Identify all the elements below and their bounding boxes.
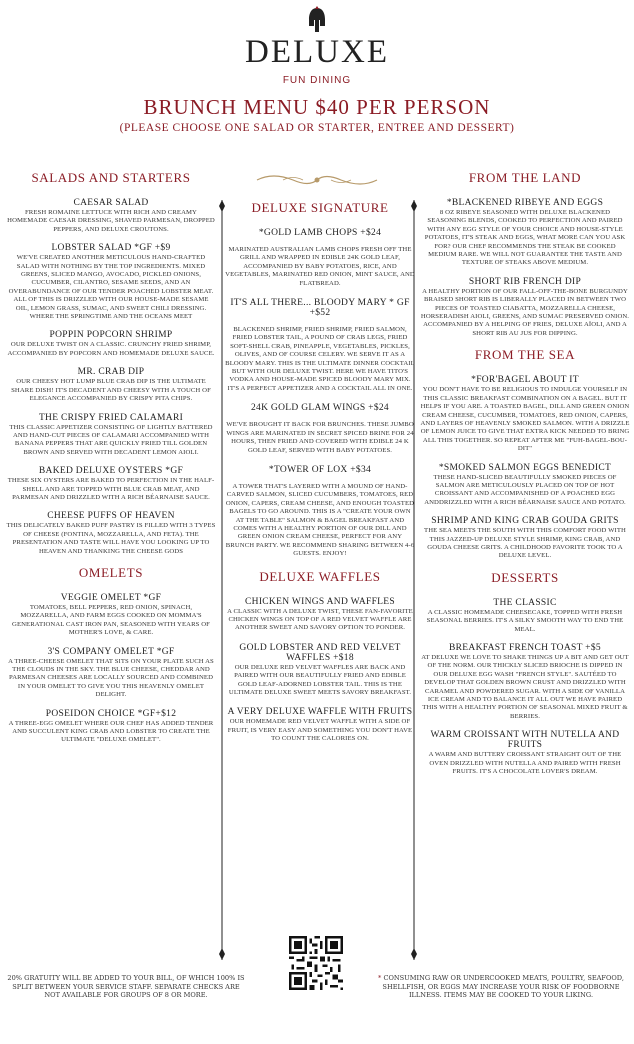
desserts-list — [420, 598, 630, 777]
item-name: *BLACKENED RIBEYE AND EGGS — [446, 198, 604, 208]
warning-text: CONSUMING RAW OR UNDERCOOKED MEATS, POULTRY, SEAFOOD, SHELLFISH, OR EGGS MAY INCREASE YOUR RISK OF FOODBORNE ILLNESS. ITEMS MAY BE COOKED TO YOUR LIKING. — [382, 974, 624, 1000]
menu-item — [225, 403, 415, 455]
menu-item — [225, 643, 415, 698]
item-name: LOBSTER SALAD *GF +$9 — [51, 243, 171, 254]
menu-item — [225, 298, 415, 393]
menu-item — [6, 367, 216, 403]
item-name: POSEIDON CHOICE *GF+$12 — [45, 708, 177, 719]
menu-item — [225, 707, 415, 743]
gratuity-note: 20% GRATUITY WILL BE ADDED TO YOUR BILL, OF WHICH 100% IS SPLIT BETWEEN YOUR SERVICE STAFF. SEPARATE CHECKS ARE NOT AVAILABLE FOR GROUPS OF 8 OR MORE. — [7, 974, 245, 1000]
salads-list — [6, 198, 216, 556]
item-name: BAKED DELUXE OYSTERS *GF — [38, 466, 184, 477]
section-title-desserts: DESSERTS — [491, 569, 559, 585]
menu-item — [225, 597, 415, 633]
item-name: VEGGIE OMELET *GF — [60, 592, 162, 603]
section-title-waffles: DELUXE WAFFLES — [259, 568, 381, 584]
menu-title: BRUNCH MENU $40 PER PERSON — [143, 95, 491, 119]
food-safety-warning — [372, 974, 630, 1000]
left-column — [6, 170, 216, 754]
item-desc: BLACKENED SHRIMP, FRIED SHRIMP, FRIED SALMON, FRIED LOBSTER TAIL, A POUND OF CRAB LEGS, FRIED SOFT-SHELL CRAB, PINEAPPLE, VEGETABLES, PICKLES, OLIVES, AND OF COURSE CELERY. WE SERVE IT AS A BLOODY MARY. THIS IS THE ULTIMATE DINNER COCKTAIL BUT WITH OUR DELUXE TWIST. HERE WE HAVE TITO'S VODKA AND HOUSE-MADE SPICED BLOODY MARY MIX. IT'S A PERFECT APPETIZER AND A COCKTAIL ALL IN ONE. — [225, 326, 415, 392]
menu-item — [420, 277, 630, 338]
item-name: 24K GOLD GLAM WINGS +$24 — [251, 403, 389, 414]
item-name: WARM CROISSANT WITH NUTELLA AND FRUITS — [430, 730, 620, 751]
item-name: MR. CRAB DIP — [77, 367, 145, 378]
item-desc: AT DELUXE WE LOVE TO SHAKE THINGS UP A BIT AND GET OUT OF THE NORM. OUR THICKLY SLICED BRIOCHE IS DIPPED IN OUR DELUXE EGG WASH "FRENCH STYLE". SAUTÉED TO DEVELOP THAT GOLDEN BROWN CRUST AND DRIZZLED WITH CARAMEL AND POWDERED SUGAR. WITH A SIDE OF VANILLA ICE CREAM AND TO BALANCE IT ALL OUT WE HAVE PAIRED THIS WITH A HEALTHY PORTION OF SEASONAL MIXED FRUIT & BERRIES. — [421, 654, 629, 720]
menu-item — [420, 198, 630, 268]
item-desc: THE SEA MEETS THE SOUTH WITH THIS COMFORT FOOD WITH THIS JAZZED-UP DELUXE STYLE SHRIMP, KING CRAB, AND GOUDA CHEESE GRITS. A CHILDHOOD FAVORITE TOOK TO A DELUXE LEVEL. — [424, 527, 626, 560]
menu-item — [420, 598, 630, 634]
item-desc: WE'VE CREATED ANOTHER METICULOUS HAND-CRAFTED SALAD WITH NOTHING BY THE TOP INGREDIENTS. MIXED GREENS, SLICED MANGO, AVOCADO, PICKLED ONIONS, CUCUMBER, CILANTRO, SESAME SEEDS, AND AN OVERABUNDANCE OF OUR TENDER POACHED LOBSTER MEAT. ALL OF THIS IS DRIZZLED WITH OUR HOUSE-MADE SESAME OIL, LEMON GRASS, SUMAC, AND SWEET CHILI DRESSING. WHERE THE SPRINGTIME AND THE OCEANS MEET — [8, 254, 214, 321]
helmet-logo-icon — [305, 6, 329, 34]
brand-name: DELUXE — [245, 34, 389, 70]
item-desc: THIS DELICATELY BAKED PUFF PASTRY IS FILLED WITH 3 TYPES OF CHEESE (FONTINA, MOZZARELLA, AND FETA). THE PRESENTATION AND TASTE WILL HAVE YOU LOOKING UP TO HEAVEN AND THANKING THE CHEESE GODS — [6, 522, 216, 555]
item-desc: OUR HOMEMADE RED VELVET WAFFLE WITH A SIDE OF FRUIT, IS VERY EASY AND SOMETHING YOU DON'T HAVE TO COUNT THE CALORIES ON. — [227, 718, 413, 743]
item-desc: A WARM AND BUTTERY CROISSANT STRAIGHT OUT OF THE OVEN DRIZZLED WITH NUTELLA AND PAIRED WITH FRESH FRUITS. IT'S A CHOCOLATE LOVER'S DREAM. — [428, 751, 622, 776]
menu-item — [420, 516, 630, 561]
menu-item — [6, 709, 216, 745]
menu-item — [6, 593, 216, 638]
item-desc: A TOWER THAT'S LAYERED WITH A MOUND OF HAND-CARVED SALMON, SLICED CUCUMBERS, TOMATOES, RED ONION, CAPERS, CREAM CHEESE, AND ENOUGH TOASTED BAGELS TO GO AROUND. THIS IS A "CREATE YOUR OWN AT THE TABLE" SALMON & BAGEL BREAKFAST AND COMES WITH A HEALTHY PORTION OF OUR DILL AND GREEN ONION CREAM CHEESE, PERFECT FOR ANY BRUNCH PARTY. WE RECOMMEND SHARING BETWEEN 4-6 GUESTS. ENJOY! — [225, 482, 415, 558]
item-desc: FRESH ROMAINE LETTUCE WITH RICH AND CREAMY HOMEMADE CAESAR DRESSING, SHAVED PARMESAN, DROPPED PEPPERS, AND DELUXE CROUTONS. — [7, 209, 215, 233]
item-desc: YOU DON'T HAVE TO BE RELIGIOUS TO INDULGE YOURSELF IN THIS CLASSIC BREAKFAST COMBINATION ON A BAGEL. BUT IT HELPS IF YOU ARE. A TOASTED BAGEL, DILL AND GREEN ONION CREAM CHEESE, CUCUMBER, TOMATOES, RED ONION, CAPERS, AND LAYERS OF HEAVENLY SMOKED SALMON. WITH A DRIZZLE OF LEMON JUICE TO GIVE THAT EXTRA KICK NEEDED TO BRING ALL THIS TOGETHER. SO REPEAT AFTER ME "FUH-BAGEL-BOU-DIT" — [420, 386, 630, 453]
item-desc: A CLASSIC HOMEMADE CHEESECAKE, TOPPED WITH FRESH SEASONAL BERRIES. IT'S A SILKY SMOOTH WAY TO END THE MEAL. — [426, 608, 624, 633]
section-title-salads: SALADS AND STARTERS — [31, 170, 191, 185]
item-name: SHORT RIB FRENCH DIP — [468, 276, 582, 287]
menu-item — [225, 228, 415, 288]
item-desc: THESE HAND-SLICED BEAUTIFULLY SMOKED PIECES OF SALMON ARE METICULOUSLY PLACED ON TOP OF HOT CROISSANT AND ACCOMPANISHED OF A POACHED EGG ANDDRIZZLED WITH A RICH BÉARNAISE SAUCE AND POTATO. — [424, 473, 626, 506]
item-desc: WE'VE BROUGHT IT BACK FOR BRUNCHES. THESE JUMBO WINGS ARE MARINATED IN SECRET SPICED BRINE FOR 24 HOURS, THEN FRIED AND COVERED WITH EDIBLE 24 K GOLD LEAF, SERVED WITH BABY POTATOES. — [226, 421, 414, 454]
item-name: THE CRISPY FRIED CALAMARI — [38, 412, 184, 423]
item-desc: A THREE-CHEESE OMELET THAT SITS ON YOUR PLATE SUCH AS THE CLOUDS IN THE SKY. THE BLUE CHEESE, CHEDDAR AND PARMESAN CHEESES ARE LOCALLY SOURCED AND COMBINED IN YOUR OMELET TO GIVE YOU THIS HEAVENLY OMELET DELIGHT. — [8, 657, 214, 699]
item-name: CHEESE PUFFS OF HEAVEN — [47, 511, 175, 522]
menu-item — [420, 463, 630, 508]
right-column — [420, 170, 630, 785]
menu-item — [6, 198, 216, 234]
item-name: THE CLASSIC — [493, 597, 557, 608]
item-desc: A THREE-EGG OMELET WHERE OUR CHEF HAS ADDED TENDER AND SUCCULENT KING CRAB AND LOBSTER TO CREATE THE ULTIMATE "DELUXE OMELET". — [8, 719, 214, 744]
menu-item — [225, 465, 415, 559]
item-desc: 8 OZ RIBEYE SEASONED WITH DELUXE BLACKENED SEASONING BLENDS, COOKED TO PERFECTION AND PAIRED WITH ANY EGG STYLE OF YOUR CHOICE AND HOUSE-STYLE POTATOES, IT'S STEAK AND EGGS, WHAT MORE CAN YOU ASK FOR? OUR CHEF RECOMMENDS THE STEAK BE COOKED MEDIUM RARE. WE WILL NOT GUARANTEE THE TASTE AND TEXTURE OF STEAKS ABOVE MEDIUM. — [424, 209, 626, 267]
warning-star: * — [378, 974, 382, 982]
item-name: A VERY DELUXE WAFFLE WITH FRUITS — [227, 707, 413, 718]
brand-tagline: FUN DINING — [282, 75, 352, 86]
item-desc: THESE SIX OYSTERS ARE BAKED TO PERFECTION IN THE HALF-SHELL AND ARE TOPPED WITH BLUE CRAB MEAT, AND PARMESAN AND DRIZZLED WITH A RICH BÉARNAISE SAUCE. — [7, 477, 215, 501]
section-title-sea: FROM THE SEA — [474, 347, 576, 363]
item-name: CAESAR SALAD — [73, 198, 149, 208]
menu-item — [420, 375, 630, 453]
signature-list — [225, 228, 415, 559]
item-desc: OUR DELUXE TWIST ON A CLASSIC. CRUNCHY FRIED SHRIMP, ACCOMPANIED BY POPCORN AND HOMEMADE DELUXE SAUCE. — [7, 341, 215, 357]
section-title-land: FROM THE LAND — [468, 170, 582, 185]
menu-item — [6, 511, 216, 556]
flourish-ornament-icon — [253, 172, 381, 188]
middle-column — [225, 200, 415, 754]
waffles-list — [225, 597, 415, 744]
menu-item — [6, 330, 216, 358]
item-name: BREAKFAST FRENCH TOAST +$5 — [449, 643, 601, 653]
item-name: SHRIMP AND KING CRAB GOUDA GRITS — [431, 516, 619, 527]
item-name: *GOLD LAMB CHOPS +$24 — [258, 228, 382, 238]
item-name: *TOWER OF LOX +$34 — [268, 464, 372, 475]
section-title-signature: DELUXE SIGNATURE — [251, 200, 389, 215]
menu-subtitle: (PLEASE CHOOSE ONE SALAD OR STARTER, ENTREE AND DESSERT) — [119, 122, 515, 134]
menu-item — [6, 466, 216, 502]
omelets-list — [6, 593, 216, 745]
item-desc: MARINATED AUSTRALIAN LAMB CHOPS FRESH OFF THE GRILL AND WRAPPED IN EDIBLE 24K GOLD LEAF, ACCOMPANIED BY BABY POTATOES, RICE, AND VEGETABLES, MARINATED RED ONION, MINT SAUCE, AND FLATBREAD. — [225, 246, 415, 287]
item-name: GOLD LOBSTER AND RED VELVET WAFFLES +$18 — [239, 642, 401, 663]
item-desc: TOMATOES, BELL PEPPERS, RED ONION, SPINACH, MOZZARELLA, AND FARM EGGS COOKED ON MOMMA'S GENERATIONAL CAST IRON PAN, SEASONED WITH YEARS OF MOTHER'S LOVE, & CARE. — [12, 603, 210, 637]
qr-code[interactable] — [289, 936, 343, 990]
menu-item — [420, 643, 630, 721]
land-list — [420, 198, 630, 338]
item-name: IT'S ALL THERE... BLOODY MARY * GF +$52 — [230, 298, 410, 319]
item-name: *FOR'BAGEL ABOUT IT — [471, 375, 579, 386]
menu-item — [420, 730, 630, 776]
item-name: 3'S COMPANY OMELET *GF — [47, 646, 175, 657]
item-desc: OUR DELUXE RED VELVET WAFFLES ARE BACK AND PAIRED WITH OUR BEAUTIFULLY FRIED AND EDIBLE GOLD LEAF-ADORNED LOBSTER TAIL. THIS IS THE ULTIMATE DELUXE SWEET MEETS SAVORY BREAKFAST. — [228, 663, 412, 696]
menu-item — [6, 243, 216, 321]
item-name: CHICKEN WINGS AND WAFFLES — [245, 596, 395, 607]
item-name: *SMOKED SALMON EGGS BENEDICT — [438, 462, 612, 473]
item-name: POPPIN POPCORN SHRIMP — [49, 330, 173, 341]
item-desc: THIS CLASSIC APPETIZER CONSISTING OF LIGHTLY BATTERED AND HAND-CUT PIECES OF CALAMARI ACCOMPANIED WITH BANANA PEPPERS THAT ARE QUICKLY FRIED TILL GOLDEN BROWN AND SERVED WITH DECADENT LEMON AIOLI. — [9, 423, 213, 456]
menu-item — [6, 647, 216, 700]
item-desc: OUR CHEESY HOT LUMP BLUE CRAB DIP IS THE ULTIMATE SHARE DISH! IT'S DECADENT AND CHEESY WITH A TOUCH OF ELEGANCE ACCOMPANIED BY CRISPY PITA CHIPS. — [11, 378, 211, 403]
item-desc: A HEALTHY PORTION OF OUR FALL-OFF-THE-BONE BURGUNDY BRAISED SHORT RIB IS LIBERALLY PLACED IN BETWEEN TWO PIECES OF TOASTED CIABATTA, MOZZARELLA CHEESE, HORSERADISH AIOLI, GREENS, AND SUMAC PRESERVED ONION. ACCOMPANIED BY A HELPING OF FRIES, DELUXE AÏOLI, AND A SHORT RIB AU JUS FOR DIPPING. — [420, 287, 630, 337]
sea-list — [420, 375, 630, 561]
section-title-omelets: OMELETS — [78, 564, 144, 580]
item-desc: A CLASSIC WITH A DELUXE TWIST, THESE FAN-FAVORITE CHICKEN WINGS ON TOP OF A RED VELVET WAFFLE ARE ANOTHER SWEET AND SAVORY OPTION TO PONDER. — [227, 607, 413, 632]
menu-item — [6, 413, 216, 458]
